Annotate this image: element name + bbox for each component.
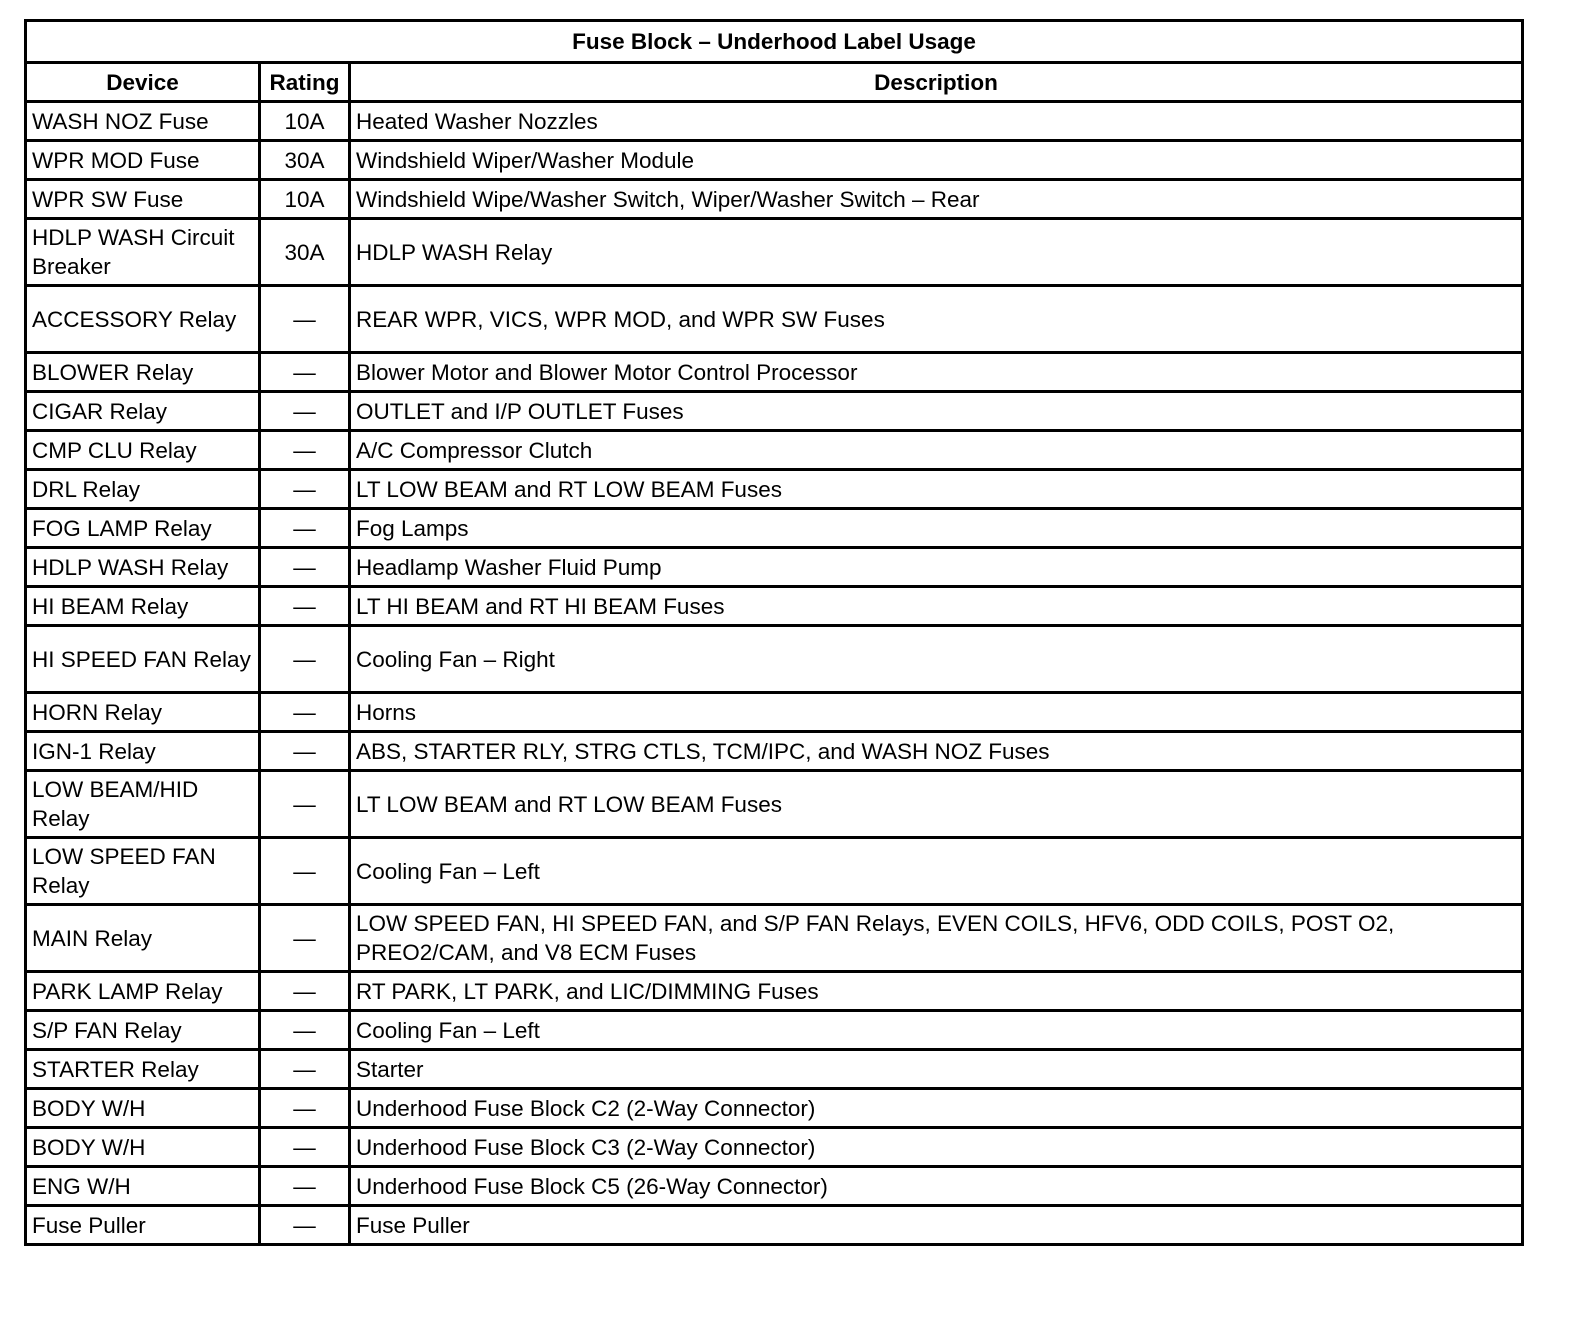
cell-description: Windshield Wiper/Washer Module bbox=[350, 141, 1523, 180]
table-row bbox=[26, 102, 1523, 141]
table-title: Fuse Block – Underhood Label Usage bbox=[26, 21, 1523, 63]
cell-rating: — bbox=[260, 972, 350, 1011]
table-row bbox=[26, 1011, 1523, 1050]
table-body bbox=[26, 102, 1523, 1245]
cell-description: Cooling Fan – Left bbox=[350, 1011, 1523, 1050]
table-row bbox=[26, 838, 1523, 905]
cell-device: STARTER Relay bbox=[26, 1050, 260, 1089]
table-row bbox=[26, 219, 1523, 286]
table-row bbox=[26, 509, 1523, 548]
cell-description: Underhood Fuse Block C5 (26-Way Connector) bbox=[350, 1167, 1523, 1206]
cell-rating: — bbox=[260, 548, 350, 587]
cell-description: HDLP WASH Relay bbox=[350, 219, 1523, 286]
cell-description: A/C Compressor Clutch bbox=[350, 431, 1523, 470]
cell-device: HDLP WASH Circuit Breaker bbox=[26, 219, 260, 286]
cell-device: HI BEAM Relay bbox=[26, 587, 260, 626]
fuse-block-table bbox=[24, 19, 1524, 1246]
cell-device: HI SPEED FAN Relay bbox=[26, 626, 260, 693]
cell-rating: 30A bbox=[260, 219, 350, 286]
cell-rating: — bbox=[260, 1050, 350, 1089]
cell-description: Heated Washer Nozzles bbox=[350, 102, 1523, 141]
cell-description: Horns bbox=[350, 693, 1523, 732]
table-row bbox=[26, 141, 1523, 180]
cell-device: IGN-1 Relay bbox=[26, 732, 260, 771]
cell-description: OUTLET and I/P OUTLET Fuses bbox=[350, 392, 1523, 431]
cell-rating: — bbox=[260, 587, 350, 626]
table-row bbox=[26, 732, 1523, 771]
cell-rating: — bbox=[260, 626, 350, 693]
table-row bbox=[26, 353, 1523, 392]
cell-rating: — bbox=[260, 392, 350, 431]
cell-description: ABS, STARTER RLY, STRG CTLS, TCM/IPC, and WASH NOZ Fuses bbox=[350, 732, 1523, 771]
cell-rating: 10A bbox=[260, 102, 350, 141]
cell-description: Headlamp Washer Fluid Pump bbox=[350, 548, 1523, 587]
cell-device: DRL Relay bbox=[26, 470, 260, 509]
cell-device: BODY W/H bbox=[26, 1128, 260, 1167]
cell-device: BODY W/H bbox=[26, 1089, 260, 1128]
table-row bbox=[26, 972, 1523, 1011]
cell-description: LT HI BEAM and RT HI BEAM Fuses bbox=[350, 587, 1523, 626]
header-device: Device bbox=[26, 63, 260, 102]
cell-rating: — bbox=[260, 1089, 350, 1128]
table-row bbox=[26, 180, 1523, 219]
table-row bbox=[26, 1206, 1523, 1245]
cell-device: CIGAR Relay bbox=[26, 392, 260, 431]
table-row bbox=[26, 286, 1523, 353]
cell-device: LOW SPEED FAN Relay bbox=[26, 838, 260, 905]
cell-description: LT LOW BEAM and RT LOW BEAM Fuses bbox=[350, 771, 1523, 838]
cell-description: LOW SPEED FAN, HI SPEED FAN, and S/P FAN Relays, EVEN COILS, HFV6, ODD COILS, POST O2, PREO2/CAM, and V8 ECM Fuses bbox=[350, 905, 1523, 972]
cell-device: FOG LAMP Relay bbox=[26, 509, 260, 548]
cell-description: Windshield Wipe/Washer Switch, Wiper/Washer Switch – Rear bbox=[350, 180, 1523, 219]
cell-rating: — bbox=[260, 771, 350, 838]
cell-device: CMP CLU Relay bbox=[26, 431, 260, 470]
cell-device: WPR SW Fuse bbox=[26, 180, 260, 219]
cell-device: WASH NOZ Fuse bbox=[26, 102, 260, 141]
table-row bbox=[26, 626, 1523, 693]
cell-description: Fog Lamps bbox=[350, 509, 1523, 548]
cell-description: Underhood Fuse Block C3 (2-Way Connector) bbox=[350, 1128, 1523, 1167]
cell-rating: — bbox=[260, 1206, 350, 1245]
cell-description: Fuse Puller bbox=[350, 1206, 1523, 1245]
cell-description: Blower Motor and Blower Motor Control Processor bbox=[350, 353, 1523, 392]
table-row bbox=[26, 431, 1523, 470]
header-rating: Rating bbox=[260, 63, 350, 102]
cell-device: HDLP WASH Relay bbox=[26, 548, 260, 587]
cell-description: REAR WPR, VICS, WPR MOD, and WPR SW Fuses bbox=[350, 286, 1523, 353]
cell-device: ACCESSORY Relay bbox=[26, 286, 260, 353]
cell-rating: 30A bbox=[260, 141, 350, 180]
cell-device: BLOWER Relay bbox=[26, 353, 260, 392]
cell-rating: — bbox=[260, 353, 350, 392]
table-row bbox=[26, 587, 1523, 626]
table-row bbox=[26, 1167, 1523, 1206]
header-description: Description bbox=[350, 63, 1523, 102]
cell-device: Fuse Puller bbox=[26, 1206, 260, 1245]
cell-rating: — bbox=[260, 509, 350, 548]
cell-rating: — bbox=[260, 431, 350, 470]
cell-description: LT LOW BEAM and RT LOW BEAM Fuses bbox=[350, 470, 1523, 509]
cell-device: PARK LAMP Relay bbox=[26, 972, 260, 1011]
table-row bbox=[26, 548, 1523, 587]
cell-description: Cooling Fan – Right bbox=[350, 626, 1523, 693]
cell-rating: — bbox=[260, 1011, 350, 1050]
cell-rating: — bbox=[260, 470, 350, 509]
cell-device: HORN Relay bbox=[26, 693, 260, 732]
cell-rating: — bbox=[260, 1128, 350, 1167]
cell-rating: — bbox=[260, 732, 350, 771]
cell-rating: — bbox=[260, 838, 350, 905]
cell-description: Cooling Fan – Left bbox=[350, 838, 1523, 905]
cell-description: Starter bbox=[350, 1050, 1523, 1089]
cell-rating: — bbox=[260, 905, 350, 972]
cell-device: MAIN Relay bbox=[26, 905, 260, 972]
cell-description: RT PARK, LT PARK, and LIC/DIMMING Fuses bbox=[350, 972, 1523, 1011]
cell-rating: — bbox=[260, 1167, 350, 1206]
cell-rating: — bbox=[260, 693, 350, 732]
cell-description: Underhood Fuse Block C2 (2-Way Connector) bbox=[350, 1089, 1523, 1128]
table-row bbox=[26, 392, 1523, 431]
table-row bbox=[26, 905, 1523, 972]
cell-device: S/P FAN Relay bbox=[26, 1011, 260, 1050]
table-row bbox=[26, 693, 1523, 732]
table-row bbox=[26, 771, 1523, 838]
table-row bbox=[26, 470, 1523, 509]
cell-device: WPR MOD Fuse bbox=[26, 141, 260, 180]
cell-device: ENG W/H bbox=[26, 1167, 260, 1206]
cell-device: LOW BEAM/HID Relay bbox=[26, 771, 260, 838]
cell-rating: — bbox=[260, 286, 350, 353]
cell-rating: 10A bbox=[260, 180, 350, 219]
table-row bbox=[26, 1128, 1523, 1167]
table-row bbox=[26, 1050, 1523, 1089]
table-row bbox=[26, 1089, 1523, 1128]
